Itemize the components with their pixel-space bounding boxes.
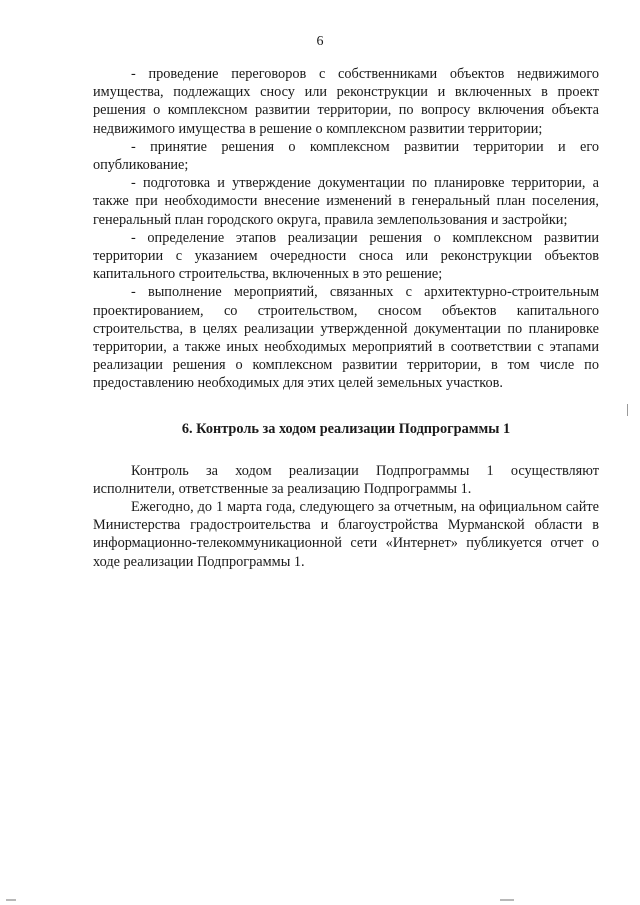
scan-artifact-speck bbox=[500, 899, 514, 901]
section-paragraph-annual-report: Ежегодно, до 1 марта года, следующего за отчетным, на официальном сайте Министерства градостроительства и благоустройства Мурманской области в информационно-телекоммуникационной сети «Интернет» публикуется отчет о ходе реализации Подпрограммы 1. bbox=[93, 499, 599, 570]
page-body bbox=[93, 65, 599, 571]
list-item-planning-documentation: - подготовка и утверждение документации по планировке территории, а также при необходимости внесение изменений в генеральный план поселения, генеральный план городского округа, правила землепользования и застройки; bbox=[93, 175, 599, 228]
page-number: 6 bbox=[316, 34, 324, 49]
list-item-decision-adoption: - принятие решения о комплексном развитии территории и его опубликование; bbox=[93, 138, 599, 174]
section-heading: 6. Контроль за ходом реализации Подпрограммы 1 bbox=[181, 420, 511, 437]
scan-artifact-speck bbox=[6, 899, 16, 901]
scan-artifact-mark bbox=[627, 404, 628, 416]
list-item-implementation-stages: - определение этапов реализации решения о комплексном развитии территории с указанием очередности сноса или реконструкции объектов капитального строительства, включенных в это решение; bbox=[93, 229, 599, 283]
list-item-negotiations: - проведение переговоров с собственниками объектов недвижимого имущества, подлежащих сносу или реконструкции и включенных в проект решения о комплексном развитии территории, по вопросу включения объекта недвижимого имущества в решение о комплексном развитии территории; bbox=[93, 66, 599, 137]
list-item-construction-activities: - выполнение мероприятий, связанных с архитектурно-строительным проектированием, со строительством, сносом объектов капитального строительства, в целях реализации утвержденной документации по планировке территории, а также иных необходимых мероприятий в соответствии с этапами реализации решения о комплексном развитии территории, в том числе по предоставлению необходимых для этих целей земельных участков. bbox=[93, 284, 599, 392]
section-paragraph-control: Контроль за ходом реализации Подпрограммы 1 осуществляют исполнители, ответственные за реализацию Подпрограммы 1. bbox=[93, 462, 599, 497]
